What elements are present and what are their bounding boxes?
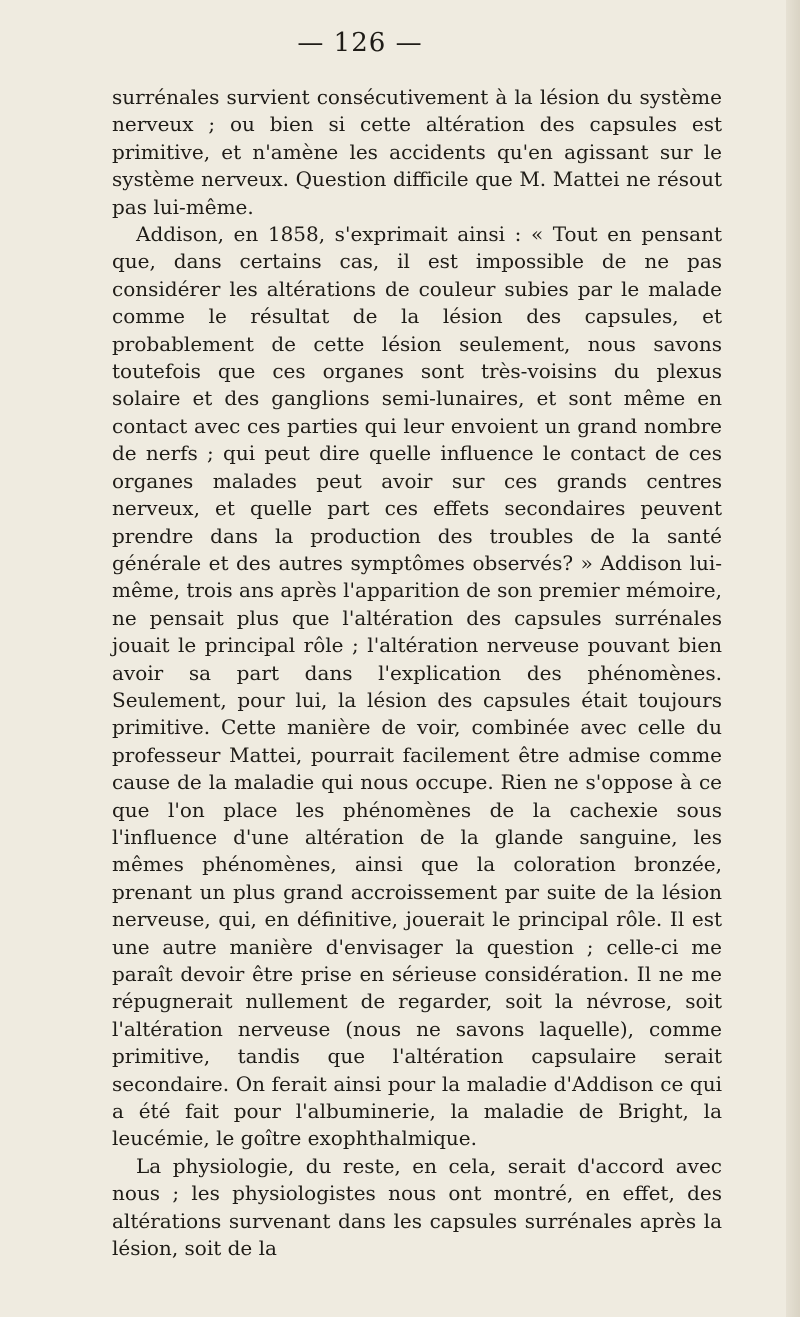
paragraph-physiology: La physiologie, du reste, en cela, serait d'accord avec nous ; les physiologistes nous ont montré, en effet, des altérations survenant dans les capsules surrénales après la lésion, soit de la bbox=[112, 1153, 722, 1261]
body-text bbox=[112, 84, 722, 1262]
paragraph-continuation: surrénales survient consécutivement à la lésion du système nerveux ; ou bien si cette altération des capsules est primitive, et n'amène les accidents qu'en agissant sur le système nerveux. Question difficile que M. Mattei ne résout pas lui-même. bbox=[112, 85, 722, 219]
paragraph-addison-quote: Addison, en 1858, s'exprimait ainsi : « Tout en pensant que, dans certains cas, il est impossible de ne pas considérer les altérations de couleur subies par le malade comme le résultat de la lésion des capsules, et probablement de cette lésion seulement, nous savons toutefois que ces organes sont très-voisins du plexus solaire et des ganglions semi-lunaires, et sont même en contact avec ces parties qui leur envoient un grand nombre de nerfs ; qui peut dire quelle influence le contact de ces organes malades peut avoir sur ces grands centres nerveux, et quelle part ces effets secondaires peuvent prendre dans la production des troubles de la santé générale et des autres symptômes observés? » Addison lui-même, trois ans après l'apparition de son premier mémoire, ne pensait plus que l'altération des capsules surrénales jouait le principal rôle ; l'altération nerveuse pouvant bien avoir sa part dans l'explication des phénomènes. Seulement, pour lui, la lésion des capsules était toujours primitive. Cette manière de voir, combinée avec celle du professeur Mattei, pourrait facilement être admise comme cause de la maladie qui nous occupe. Rien ne s'oppose à ce que l'on place les phénomènes de la cachexie sous l'influence d'une altération de la glande sanguine, les mêmes phénomènes, ainsi que la coloration bronzée, prenant un plus grand accroissement par suite de la lésion nerveuse, qui, en définitive, jouerait le principal rôle. Il est une autre manière d'envisager la question ; celle-ci me paraît devoir être prise en sérieuse considération. Il ne me répugnerait nullement de regarder, soit la névrose, soit l'altération nerveuse (nous ne savons laquelle), comme primitive, tandis que l'altération capsulaire serait secondaire. On ferait ainsi pour la maladie d'Addison ce qui a été fait pour l'albuminerie, la maladie de Bright, la leucémie, le goître exophthalmique. bbox=[112, 222, 722, 1151]
page-edge bbox=[786, 0, 800, 1317]
page-number: — 126 — bbox=[297, 28, 423, 58]
